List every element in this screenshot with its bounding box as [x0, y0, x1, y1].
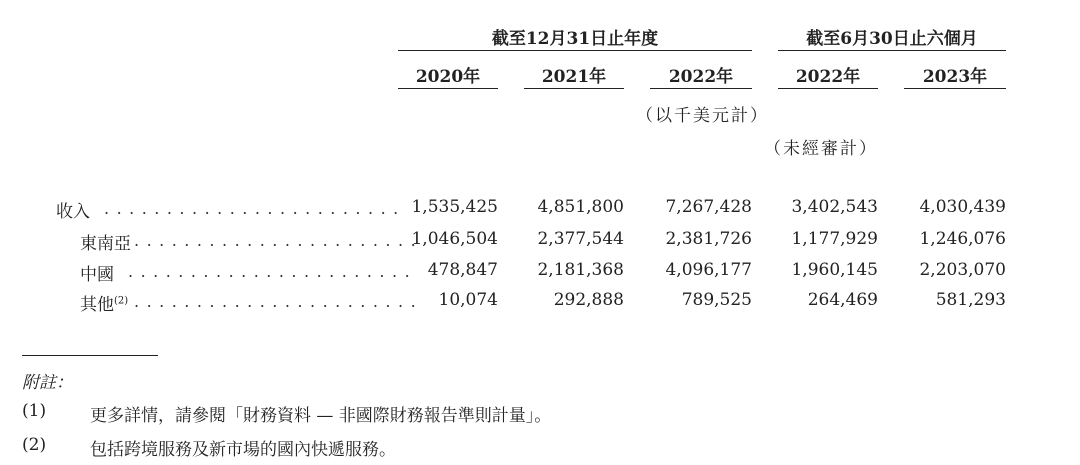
footnote-ref: (2): [114, 295, 129, 307]
cell-value: 4,096,177: [665, 260, 752, 280]
cell-value: 4,030,439: [919, 197, 1006, 217]
year-header-2021: 2021年: [541, 67, 607, 87]
cell-value: 4,851,800: [537, 197, 624, 217]
cell-value: 10,074: [438, 290, 498, 310]
year-rule-2023-half: [904, 88, 1006, 89]
leader-dots: . . . . . . . . . . . . . . . . . . . . . . .: [128, 262, 411, 281]
cell-value: 581,293: [935, 290, 1006, 310]
cell-value: 2,203,070: [919, 260, 1006, 280]
cell-value: 1,535,425: [411, 197, 498, 217]
footnote-separator: [22, 355, 158, 356]
year-header-2023-half: 2023年: [922, 67, 988, 87]
cell-value: 3,402,543: [791, 197, 878, 217]
leader-dots: . . . . . . . . . . . . . . . . . . . . . . .: [134, 231, 417, 250]
year-rule-2022-annual: [650, 88, 752, 89]
annual-group-rule: [398, 50, 752, 51]
unit-note: （以千美元計）: [636, 106, 769, 126]
row-label-southeast-asia: 東南亞: [80, 234, 131, 254]
year-header-2022-half: 2022年: [795, 67, 861, 87]
footnote-text: 更多詳情，請參閱「財務資料 — 非國際財務報告準則計量」。: [90, 406, 552, 426]
cell-value: 1,177,929: [791, 229, 878, 249]
cell-value: 2,181,368: [537, 260, 624, 280]
header-halfyear-group: 截至6月30日止六個月: [806, 29, 978, 49]
year-header-2022-annual: 2022年: [668, 67, 734, 87]
cell-value: 2,377,544: [537, 229, 624, 249]
header-annual-group: 截至12月31日止年度: [491, 29, 659, 49]
row-label-revenue: 收入: [56, 202, 90, 222]
cell-value: 7,267,428: [665, 197, 752, 217]
halfyear-group-rule: [778, 50, 1006, 51]
year-rule-2022-half: [778, 88, 878, 89]
footnote-marker: (2): [22, 435, 47, 455]
row-label-others: 其他$^{(2)}$: [80, 295, 129, 315]
footnote-title: 附註：: [22, 373, 73, 393]
cell-value: 1,246,076: [919, 229, 1006, 249]
year-header-2020: 2020年: [415, 67, 481, 87]
footnote-marker: (1): [22, 401, 47, 421]
cell-value: 2,381,726: [665, 229, 752, 249]
footnote-text: 包括跨境服務及新市場的國內快遞服務。: [90, 440, 396, 460]
cell-value: 1,046,504: [411, 229, 498, 249]
leader-dots: . . . . . . . . . . . . . . . . . . . . . . . .: [104, 199, 400, 218]
year-rule-2020: [398, 88, 498, 89]
cell-value: 1,960,145: [791, 260, 878, 280]
leader-dots: . . . . . . . . . . . . . . . . . . . . . . .: [134, 292, 417, 311]
cell-value: 264,469: [807, 290, 878, 310]
cell-value: 478,847: [427, 260, 498, 280]
row-label-china: 中國: [80, 265, 114, 285]
year-rule-2021: [524, 88, 624, 89]
cell-value: 292,888: [553, 290, 624, 310]
unaudited-note: （未經審計）: [764, 139, 878, 159]
cell-value: 789,525: [681, 290, 752, 310]
